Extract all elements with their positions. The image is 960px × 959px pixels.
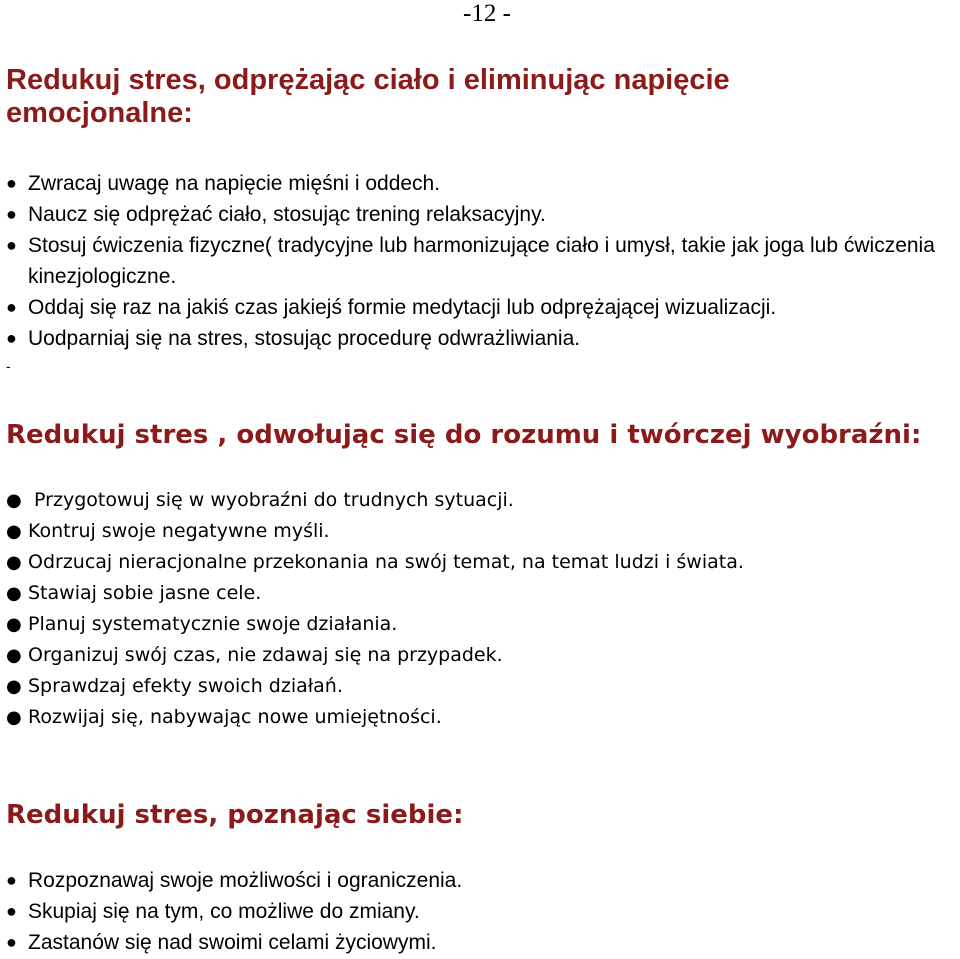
list-item: ● Stawiaj sobie jasne cele. xyxy=(6,578,806,609)
bullet-icon: ● xyxy=(6,490,22,511)
bullet-icon: ● xyxy=(6,901,17,921)
bullet-icon: ● xyxy=(6,932,17,952)
bullet-icon: ● xyxy=(6,583,22,604)
bullet-icon: ● xyxy=(6,521,22,542)
list-item: ● Zastanów się nad swoimi celami życiowymi. xyxy=(6,927,906,958)
bullet-icon: ● xyxy=(6,173,17,193)
relax-list xyxy=(6,168,951,354)
list-item: ● Sprawdzaj efekty swoich działań. xyxy=(6,671,806,702)
list-item: ● Odrzucaj nieracjonalne przekonania na swój temat, na temat ludzi i świata. xyxy=(6,547,806,578)
bullet-icon: ● xyxy=(6,235,17,255)
list-item: ● Organizuj swój czas, nie zdawaj się na przypadek. xyxy=(6,640,806,671)
bullet-icon: ● xyxy=(6,614,22,635)
mind-list xyxy=(6,485,806,733)
list-item: ● Kontruj swoje negatywne myśli. xyxy=(6,516,806,547)
list-item: ● Uodparniaj się na stres, stosując procedurę odwrażliwiania. xyxy=(6,323,951,354)
stray-dash: - xyxy=(6,358,11,374)
list-item: ● Rozwijaj się, nabywając nowe umiejętności. xyxy=(6,702,806,733)
self-list xyxy=(6,865,906,958)
section-heading-relax: Redukuj stres, odprężając ciało i eliminując napięcie emocjonalne: xyxy=(6,64,730,129)
list-item: ● Skupiaj się na tym, co możliwe do zmiany. xyxy=(6,896,906,927)
list-item: ● Zwracaj uwagę na napięcie mięśni i oddech. xyxy=(6,168,951,199)
bullet-icon: ● xyxy=(6,645,22,666)
list-item: ● Stosuj ćwiczenia fizyczne( tradycyjne lub harmonizujące ciało i umysł, takie jak joga lub ćwiczenia kinezjologiczne. xyxy=(6,230,951,292)
list-item: ● Przygotowuj się w wyobraźni do trudnych sytuacji. xyxy=(6,485,806,516)
section-heading-mind: Redukuj stres , odwołując się do rozumu i twórczej wyobraźni: xyxy=(6,420,922,450)
bullet-icon: ● xyxy=(6,552,22,573)
list-item: ● Rozpoznawaj swoje możliwości i ograniczenia. xyxy=(6,865,906,896)
bullet-icon: ● xyxy=(6,204,17,224)
list-item: ● Naucz się odprężać ciało, stosując trening relaksacyjny. xyxy=(6,199,951,230)
bullet-icon: ● xyxy=(6,707,22,728)
bullet-icon: ● xyxy=(6,297,17,317)
list-item: ● Oddaj się raz na jakiś czas jakiejś formie medytacji lub odprężającej wizualizacji. xyxy=(6,292,951,323)
list-item: ● Planuj systematycznie swoje działania. xyxy=(6,609,806,640)
page-number: -12 - xyxy=(463,0,511,27)
bullet-icon: ● xyxy=(6,870,17,890)
section-heading-self: Redukuj stres, poznając siebie: xyxy=(6,800,464,830)
bullet-icon: ● xyxy=(6,676,22,697)
bullet-icon: ● xyxy=(6,328,17,348)
